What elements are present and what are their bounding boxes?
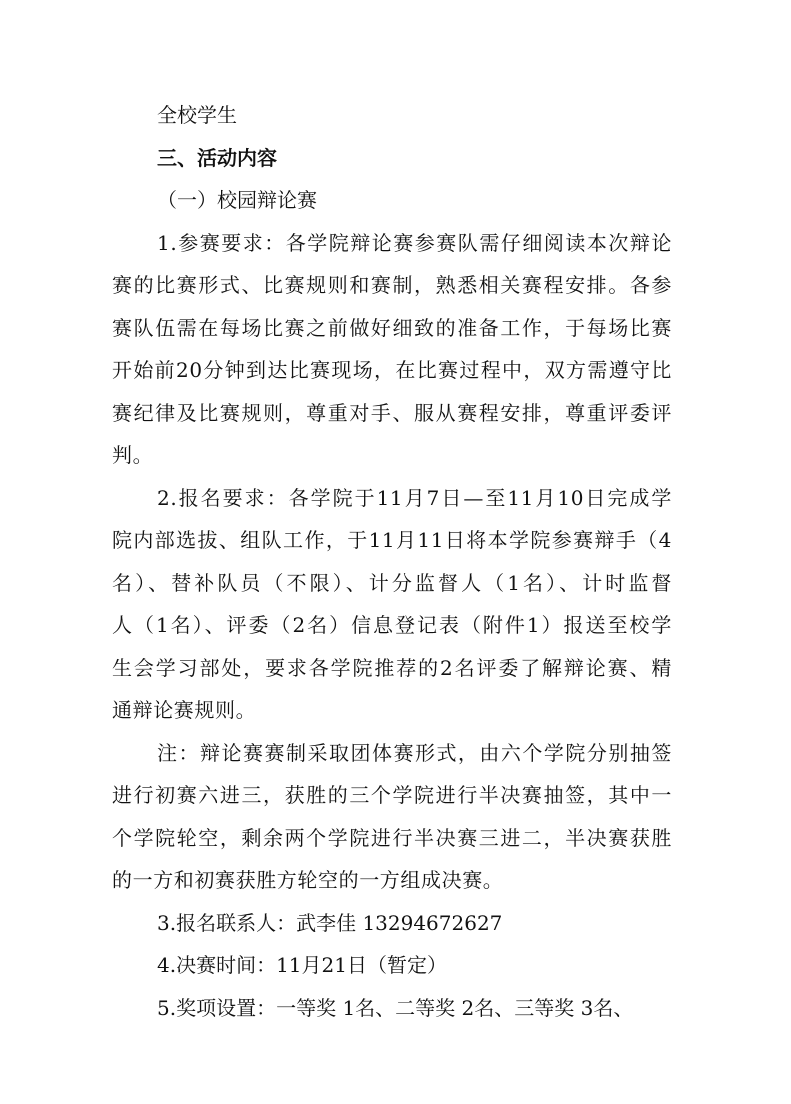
item1-participation-requirements bbox=[112, 222, 672, 477]
item5-award-settings: 5.奖项设置：一等奖 1名、二等奖 2名、三等奖 3名、 bbox=[157, 995, 634, 1020]
section-heading-activity-content: 三、活动内容 bbox=[157, 145, 277, 170]
note-line: 注：辩论赛赛制采取团体赛形式，由六个学院分别抽签 bbox=[157, 740, 672, 765]
item1-line: 赛队伍需在每场比赛之前做好细致的准备工作，于每场比赛 bbox=[112, 315, 672, 340]
note-competition-format bbox=[112, 732, 672, 902]
item3-contact-person: 3.报名联系人：武李佳 13294672627 bbox=[157, 910, 503, 935]
note-line: 的一方和初赛获胜方轮空的一方组成决赛。 bbox=[112, 868, 504, 892]
item2-line: 院内部选拔、组队工作，于11月11日将本学院参赛辩手（4 bbox=[112, 528, 672, 552]
target-audience-line: 全校学生 bbox=[157, 103, 237, 127]
item1-line: 赛纪律及比赛规则，尊重对手、服从赛程安排，尊重评委评 bbox=[112, 400, 672, 425]
note-line: 个学院轮空，剩余两个学院进行半决赛三进二，半决赛获胜 bbox=[112, 825, 672, 850]
item1-line: 赛的比赛形式、比赛规则和赛制，熟悉相关赛程安排。各参 bbox=[112, 273, 672, 297]
item2-line: 人（1名）、评委（2名）信息登记表（附件1）报送至校学 bbox=[112, 613, 672, 637]
item2-line: 通辩论赛规则。 bbox=[112, 698, 257, 722]
item2-line: 2.报名要求：各学院于11月7日—至11月10日完成学 bbox=[157, 485, 672, 510]
item1-line: 1.参赛要求：各学院辩论赛参赛队需仔细阅读本次辩论 bbox=[157, 230, 672, 255]
item2-line: 名）、替补队员（不限）、计分监督人（1名）、计时监督 bbox=[112, 570, 672, 595]
item4-final-time: 4.决赛时间：11月21日（暂定） bbox=[157, 953, 447, 977]
note-line: 进行初赛六进三，获胜的三个学院进行半决赛抽签，其中一 bbox=[112, 783, 672, 807]
item1-line: 判。 bbox=[112, 443, 154, 467]
document-page bbox=[112, 94, 672, 1029]
item2-line: 生会学习部处，要求各学院推荐的2名评委了解辩论赛、精 bbox=[112, 655, 672, 680]
subsection-heading-debate: （一）校园辩论赛 bbox=[157, 188, 317, 212]
item2-registration-requirements bbox=[112, 477, 672, 732]
item1-line: 开始前20分钟到达比赛现场，在比赛过程中，双方需遵守比 bbox=[112, 358, 672, 382]
